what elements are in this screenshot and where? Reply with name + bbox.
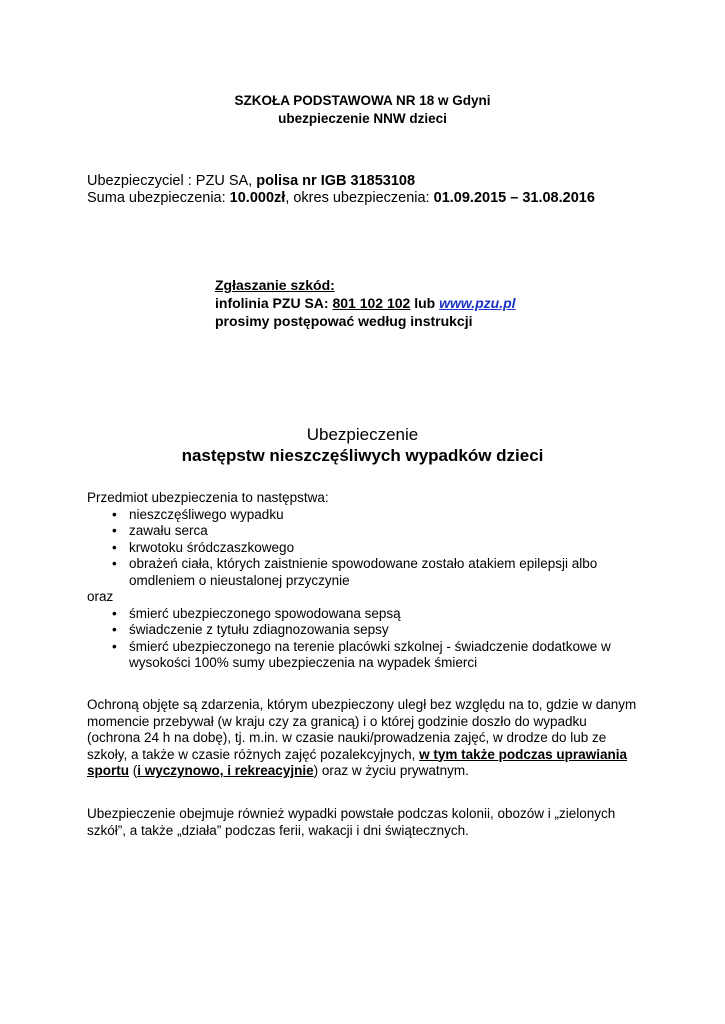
subject-intro: Przedmiot ubezpieczenia to następstwa:: [87, 490, 329, 505]
list-item-text: śmierć ubezpieczonego spowodowana sepsą: [129, 605, 401, 621]
claims-section: [215, 276, 516, 330]
list-item-text: świadczenie z tytułu zdiagnozowania sepsy: [129, 622, 389, 637]
policy-number: polisa nr IGB 31853108: [256, 173, 416, 189]
title-line-2: następstw nieszczęśliwych wypadków dzieci: [181, 446, 544, 465]
list-item: [87, 556, 647, 589]
bullet-icon: •: [112, 523, 117, 538]
or-text: lub: [410, 295, 440, 311]
sum-line: [87, 190, 595, 207]
insurer-info: [87, 173, 595, 207]
subject-list-b: [87, 606, 647, 672]
claims-heading: Zgłaszanie szkód:: [215, 277, 335, 293]
coverage-paragraph: [87, 697, 642, 780]
title-line-1: Ubezpieczenie: [306, 425, 419, 444]
school-name: SZKOŁA PODSTAWOWA NR 18 w Gdyni: [234, 93, 491, 108]
insurer-line: [87, 173, 595, 190]
coverage-text: ) oraz w życiu prywatnym.: [313, 763, 469, 778]
sum-value: 10.000zł: [229, 190, 286, 206]
sport-emphasis: w tym także podczas uprawiania sportu: [87, 746, 627, 778]
period-label: , okres ubezpieczenia:: [285, 190, 434, 206]
document-header: [0, 92, 725, 128]
list-item: [87, 507, 647, 524]
insurance-subject: [87, 490, 647, 672]
bullet-icon: •: [112, 556, 117, 571]
bullet-icon: •: [112, 539, 117, 555]
instructions-text: prosimy postępować według instrukcji: [215, 313, 473, 329]
document-subtitle: ubezpieczenie NNW dzieci: [278, 111, 447, 126]
bullet-icon: •: [112, 506, 117, 522]
hotline-line: [215, 294, 516, 312]
hotline-number[interactable]: 801 102 102: [332, 295, 411, 311]
list-item-text: obrażeń ciała, których zaistnienie spowodowane zostało atakiem epilepsji albo omdleniem o nieustalonej przyczynie: [129, 556, 598, 588]
list-item: [87, 639, 647, 672]
list-item-text: zawału serca: [129, 523, 208, 538]
list-item-text: nieszczęśliwego wypadku: [129, 506, 284, 522]
bullet-icon: •: [112, 605, 117, 621]
oraz-label: oraz: [87, 589, 114, 604]
subject-list-a: [87, 507, 647, 590]
list-item: [87, 540, 647, 557]
list-item-text: śmierć ubezpieczonego na terenie placówki szkolnej - świadczenie dodatkowe w wysokości 100% sumy ubezpieczenia na wypadek śmierci: [129, 638, 611, 670]
main-title: [0, 424, 725, 466]
recreation-emphasis: i wyczynowo, i rekreacyjnie: [137, 763, 314, 778]
list-item-text: krwotoku śródczaszkowego: [129, 539, 295, 555]
bullet-icon: •: [112, 638, 117, 654]
coverage-text: (: [129, 763, 138, 778]
list-item: [87, 622, 647, 639]
coverage-text: Ochroną objęte są zdarzenia, którym ubezpieczony uległ bez względu na to, gdzie w danym momencie przebywał (w kraju czy za granicą) i o której godzinie doszło do wypadku (ochrona 24 h na dobę), tj. m.in. w czasie nauki/prowadzenia zajęć, w drodze do lub ze szkoły, a także w czasie różnych zajęć pozalekcyjnych,: [87, 697, 637, 762]
bullet-icon: •: [112, 622, 117, 637]
insurer-label: Ubezpieczyciel : PZU SA,: [87, 173, 257, 189]
sum-label: Suma ubezpieczenia:: [87, 190, 230, 206]
list-item: [87, 606, 647, 623]
period-value: 01.09.2015 – 31.08.2016: [433, 190, 595, 206]
extra-coverage-paragraph: Ubezpieczenie obejmuje również wypadki powstałe podczas kolonii, obozów i „zielonych szkół”, a także „działa” podczas ferii, wakacji i dni świątecznych.: [87, 806, 616, 838]
hotline-label: infolinia PZU SA:: [215, 295, 333, 311]
list-item: [87, 523, 647, 540]
website-link[interactable]: www.pzu.pl: [439, 295, 516, 311]
